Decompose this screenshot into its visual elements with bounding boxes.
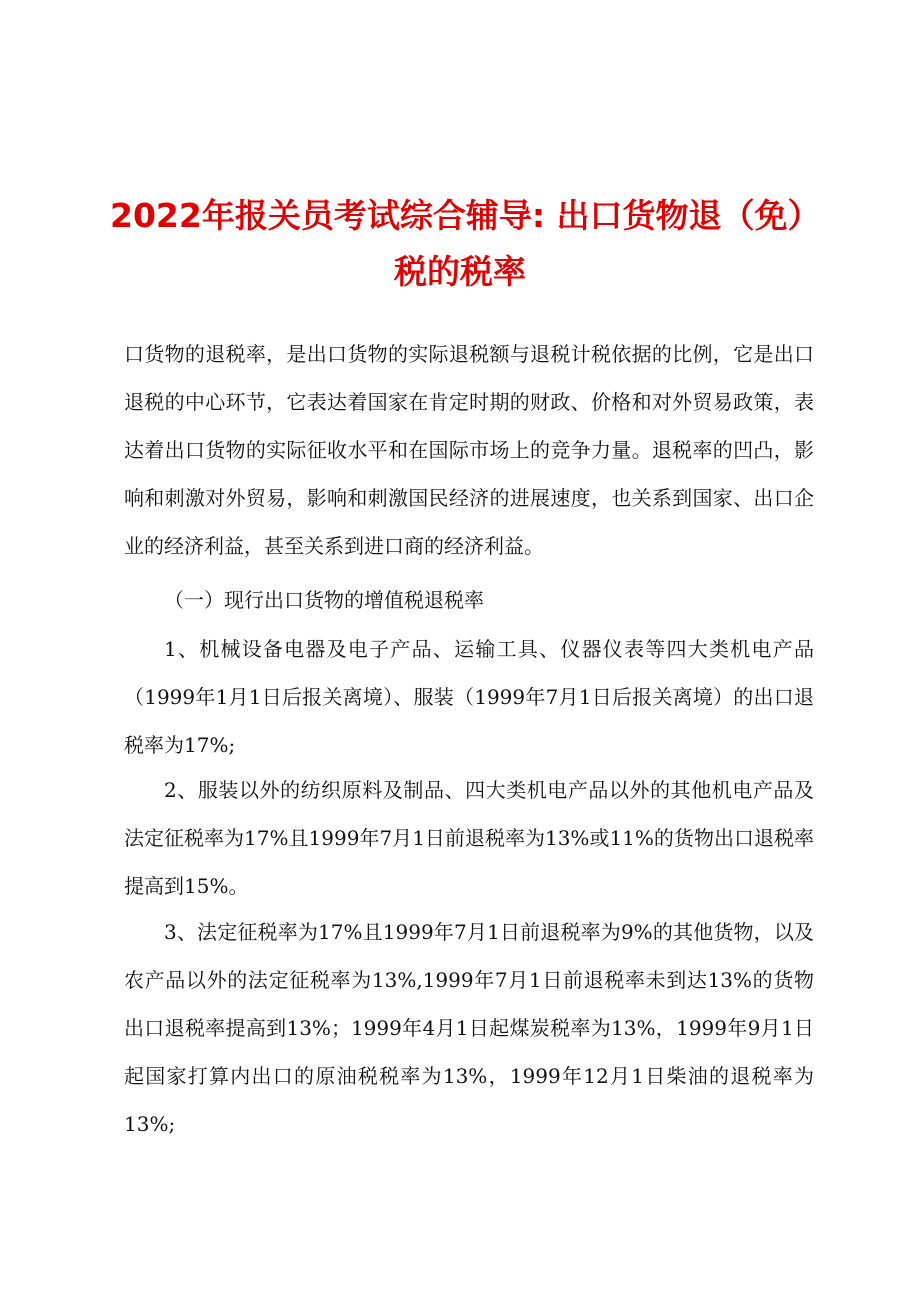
list-item-1: 1、机械设备电器及电子产品、运输工具、仪器仪表等四大类机电产品（1999年1月1日后报关离境）、服装（1999年7月1日后报关离境）的出口退税率为17%; [124,637,814,757]
document-title-line-1: 2022年报关员考试综合辅导: 出口货物退（免） [110,196,821,235]
section-heading: （一）现行出口货物的增值税退税率 [164,588,484,612]
intro-paragraph: 口货物的退税率，是出口货物的实际退税额与退税计税依据的比例，它是出口退税的中心环节，它表达着国家在肯定时期的财政、价格和对外贸易政策，表达着出口货物的实际征收水平和在国际市场上的竞争力量。退税率的凹凸，影响和刺激对外贸易，影响和刺激国民经济的进展速度，也关系到国家、出口企业的经济利益，甚至关系到进口商的经济利益。 [124,342,814,558]
list-item-3: 3、法定征税率为17%且1999年7月1日前退税率为9%的其他货物，以及农产品以外的法定征税率为13%,1999年7月1日前退税率未到达13%的货物出口退税率提高到13%；1999年4月1日起煤炭税率为13%，1999年9月1日起国家打算内出口的原油税税率为13%，1999年12月1日柴油的退税率为13%; [124,920,814,1136]
list-item-2: 2、服装以外的纺织原料及制品、四大类机电产品以外的其他机电产品及法定征税率为17%且1999年7月1日前退税率为13%或11%的货物出口退税率提高到15%。 [124,778,814,898]
document-title-line-2: 税的税率 [394,252,526,291]
